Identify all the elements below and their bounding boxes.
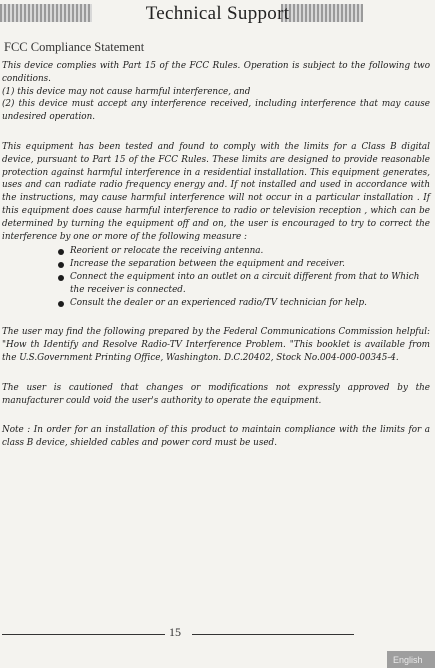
footer-rule-right xyxy=(192,634,354,635)
statement-body xyxy=(2,60,430,450)
paragraph-note: Note : In order for an installation of this product to maintain compliance with the limits for a class B device, shielded cables and power cord must be used. xyxy=(2,425,430,449)
condition-2: (2) this device must accept any interference received, including interference that may cause undesired operation. xyxy=(2,99,430,123)
measures-list xyxy=(2,245,430,309)
section-heading: FCC Compliance Statement xyxy=(4,40,145,54)
list-item: Reorient or relocate the receiving antenna. xyxy=(58,245,430,258)
page-header xyxy=(0,0,435,28)
header-stripe-right xyxy=(281,4,363,22)
page-title: Technical Support xyxy=(145,3,290,24)
condition-1: (1) this device may not cause harmful interference, and xyxy=(2,86,251,97)
footer-rule-left xyxy=(2,634,165,635)
language-tab[interactable]: English xyxy=(387,651,435,668)
paragraph-caution: The user is cautioned that changes or modifications not expressly approved by the manufacturer could void the user's authority to operate the equipment. xyxy=(2,382,430,406)
paragraph-conditions: This device complies with Part 15 of the FCC Rules. Operation is subject to the following two conditions. xyxy=(2,61,430,84)
list-item: Increase the separation between the equipment and receiver. xyxy=(58,258,430,271)
paragraph-class-b: This equipment has been tested and found to comply with the limits for a Class B digital device, pursuant to Part 15 of the FCC Rules. These limits are designed to provide reasonable protection against harmful interference in a residential installation. This equipment generates, uses and can radiate radio frequency energy and. If not installed and used in accordance with the instructions, may cause harmful interference will not occur in a particular installation . If this equipment does cause harmful interference to radio or television reception , which can be determined by turning the equipment off and on, the user is encouraged to try to correct the interference by one or more of the following measure : xyxy=(2,141,430,242)
list-item: Connect the equipment into an outlet on a circuit different from that to Which the receiver is connected. xyxy=(58,271,430,297)
page-number: 15 xyxy=(169,625,181,639)
paragraph-fcc-booklet: The user may find the following prepared by the Federal Communications Commission helpful: "How th Identify and Resolve Radio-TV Interference Problem. "This booklet is available from the U.S.Government Printing Office, Washington. D.C.20402, Stock No.004-000-00345-4. xyxy=(2,327,430,363)
header-stripe-left xyxy=(0,4,92,22)
page-footer xyxy=(0,625,435,641)
list-item: Consult the dealer or an experienced radio/TV technician for help. xyxy=(58,297,430,310)
